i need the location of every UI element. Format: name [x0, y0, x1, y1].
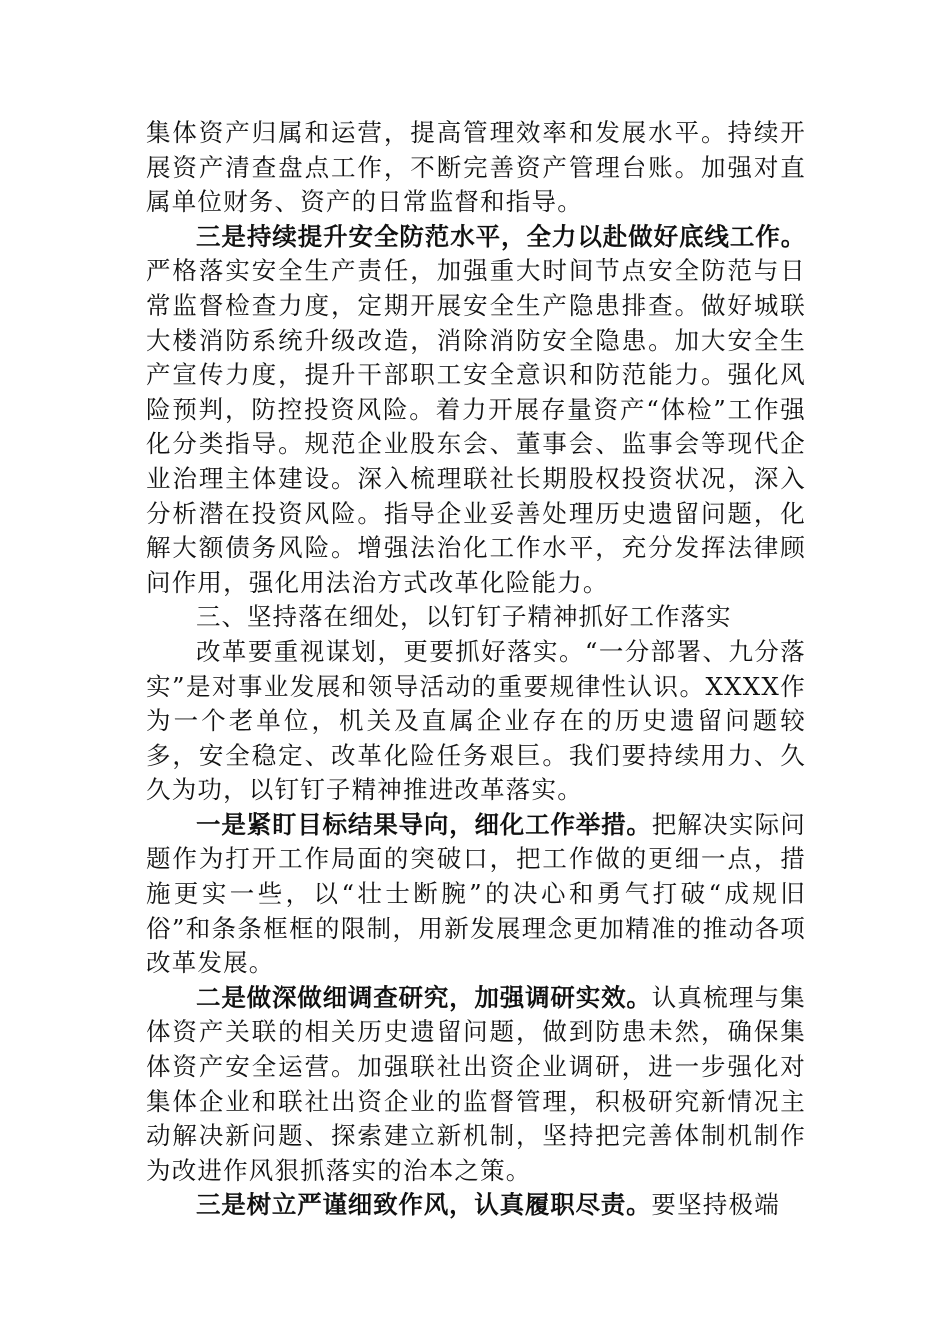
paragraph-text: 把解决实际问题作为打开工作局面的突破口，把工作做的更细一点，措施更实一些，以“壮士断腕”的决心和勇气打破“成规旧俗”和条条框框的限制，用新发展理念更加精准的推动各项改革发展。	[146, 809, 807, 978]
paragraph-text: 集体资产归属和运营，提高管理效率和发展水平。持续开展资产清查盘点工作，不断完善资产管理台账。加强对直属单位财务、资产的日常监督和指导。	[146, 118, 806, 217]
paragraph-text: 要坚持极端	[651, 1190, 780, 1220]
document-page	[146, 116, 806, 1223]
paragraph-lead: 一是紧盯目标结果导向，细化工作举措。	[196, 809, 652, 839]
paragraph-asset-management	[146, 116, 806, 220]
paragraph-lead: 三是树立严谨细致作风，认真履职尽责。	[196, 1190, 652, 1220]
paragraph-text: 严格落实安全生产责任，加强重大时间节点安全防范与日常监督检查力度，定期开展安全生产隐患排查。做好城联大楼消防系统升级改造，消除消防安全隐患。加大安全生产宣传力度，提升干部职工安全意识和防范能力。强化风险预判，防控投资风险。着力开展存量资产“体检”工作强化分类指导。规范企业股东会、董事会、监事会等现代企业治理主体建设。深入梳理联社长期股权投资状况，深入分析潜在投资风险。指导企业妥善处理历史遗留问题，化解大额债务风险。增强法治化工作水平，充分发挥法律顾问作用，强化用法治方式改革化险能力。	[146, 256, 806, 597]
paragraph-lead: 三是持续提升安全防范水平，全力以赴做好底线工作。	[196, 221, 806, 251]
paragraph-safety	[146, 220, 806, 601]
paragraph-implementation	[146, 635, 806, 808]
paragraph-text: 改革要重视谋划，更要抓好落实。“一分部署、九分落实”是对事业发展和领导活动的重要规律性认识。XXXX作为一个老单位，机关及直属企业存在的历史遗留问题较多，安全稳定、改革化险任务艰巨。我们要持续用力、久久为功，以钉钉子精神推进改革落实。	[146, 636, 806, 805]
paragraph-goal-oriented	[146, 808, 806, 981]
paragraph-lead: 二是做深做细调查研究，加强调研实效。	[196, 982, 652, 1012]
paragraph-research	[146, 981, 806, 1189]
paragraph-work-style	[146, 1188, 806, 1223]
paragraph-text: 认真梳理与集体资产关联的相关历史遗留问题，做到防患未然，确保集体资产安全运营。加强联社出资企业调研，进一步强化对集体企业和联社出资企业的监督管理，积极研究新情况主动解决新问题、探索建立新机制，坚持把完善体制机制作为改进作风狠抓落实的治本之策。	[146, 982, 807, 1185]
section-heading-three: 三、坚持落在细处，以钉钉子精神抓好工作落实	[196, 602, 732, 632]
